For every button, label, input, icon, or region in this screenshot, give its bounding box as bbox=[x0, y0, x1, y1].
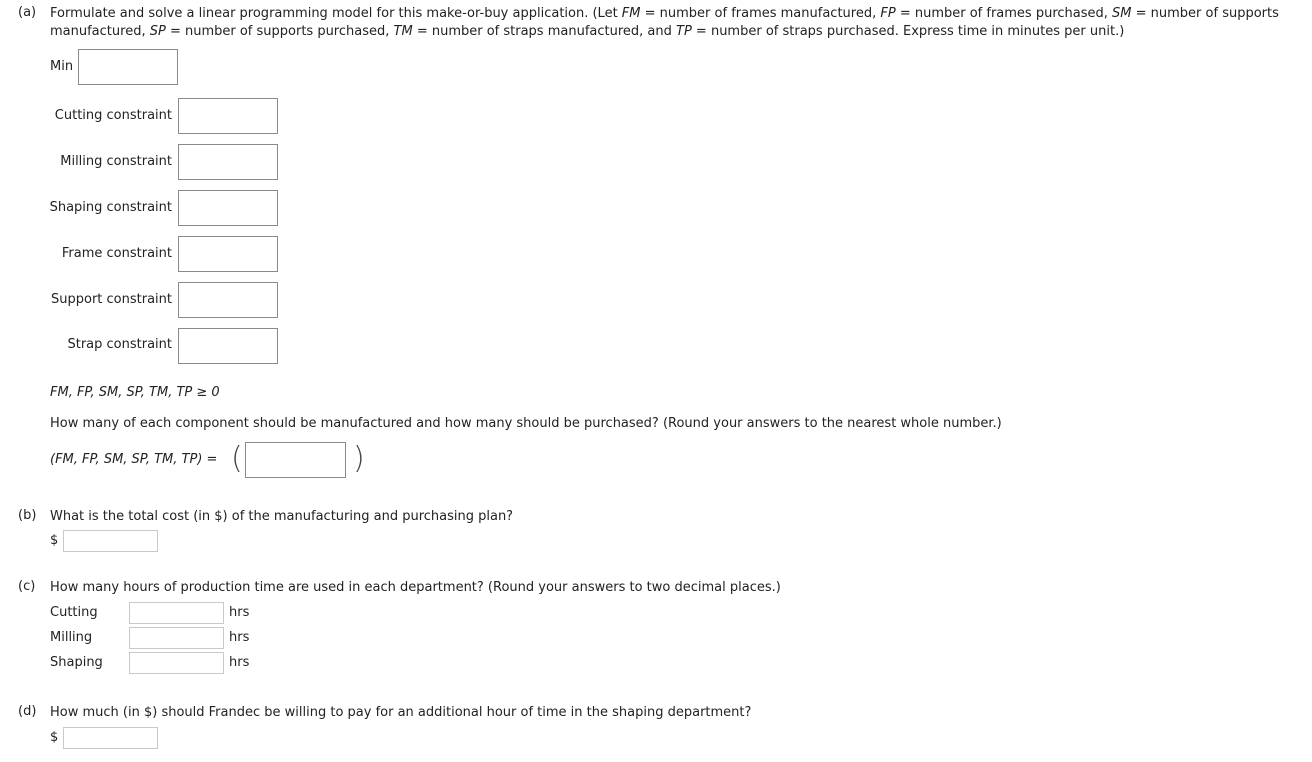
cutting-constraint-input[interactable] bbox=[178, 98, 278, 134]
part-b-currency: $ bbox=[50, 533, 59, 548]
part-a-letter: (a) bbox=[18, 5, 37, 20]
cutting-hours-unit: hrs bbox=[229, 605, 250, 620]
tuple-input[interactable] bbox=[245, 442, 346, 478]
shaping-hours-label: Shaping bbox=[50, 655, 103, 670]
shaping-constraint-input[interactable] bbox=[178, 190, 278, 226]
milling-hours-unit: hrs bbox=[229, 630, 250, 645]
milling-constraint-label: Milling constraint bbox=[60, 154, 172, 169]
frame-constraint-input[interactable] bbox=[178, 236, 278, 272]
cutting-hours-label: Cutting bbox=[50, 605, 98, 620]
cutting-constraint-label: Cutting constraint bbox=[54, 108, 172, 123]
nonnegativity-text: FM, FP, SM, SP, TM, TP ≥ 0 bbox=[50, 385, 220, 400]
support-constraint-input[interactable] bbox=[178, 282, 278, 318]
part-d-currency: $ bbox=[50, 730, 59, 745]
close-paren: ) bbox=[353, 441, 365, 476]
part-a-question: How many of each component should be manufactured and how many should be purchased? (Round your answers to the nearest whole number.) bbox=[50, 416, 1002, 431]
shaping-hour-value-input[interactable] bbox=[63, 727, 158, 749]
objective-input[interactable] bbox=[78, 49, 178, 85]
total-cost-input[interactable] bbox=[63, 530, 158, 552]
part-a-intro-line1: Formulate and solve a linear programming model for this make-or-buy application. (Let FM = number of frames manufactured, FP = number of frames purchased, SM = number of supports bbox=[50, 6, 1279, 21]
milling-hours-input[interactable] bbox=[129, 627, 224, 649]
part-c-question: How many hours of production time are used in each department? (Round your answers to two decimal places.) bbox=[50, 580, 781, 595]
part-a-intro bbox=[50, 5, 1300, 41]
shaping-hours-unit: hrs bbox=[229, 655, 250, 670]
tuple-label: (FM, FP, SM, SP, TM, TP) = bbox=[50, 452, 218, 467]
min-label: Min bbox=[50, 59, 74, 74]
cutting-hours-input[interactable] bbox=[129, 602, 224, 624]
shaping-constraint-label: Shaping constraint bbox=[49, 200, 172, 215]
part-a-intro-line2: manufactured, SP = number of supports purchased, TM = number of straps manufactured, and TP = number of straps purchased. Express time in minutes per unit.) bbox=[50, 24, 1125, 39]
part-b-letter: (b) bbox=[18, 508, 37, 523]
milling-constraint-input[interactable] bbox=[178, 144, 278, 180]
shaping-hours-input[interactable] bbox=[129, 652, 224, 674]
part-d-letter: (d) bbox=[18, 704, 37, 719]
strap-constraint-label: Strap constraint bbox=[67, 337, 172, 352]
frame-constraint-label: Frame constraint bbox=[61, 246, 172, 261]
part-b-question: What is the total cost (in $) of the manufacturing and purchasing plan? bbox=[50, 509, 514, 524]
strap-constraint-input[interactable] bbox=[178, 328, 278, 364]
part-d-question: How much (in $) should Frandec be willing to pay for an additional hour of time in the shaping department? bbox=[50, 705, 752, 720]
open-paren: ( bbox=[231, 441, 243, 476]
milling-hours-label: Milling bbox=[50, 630, 93, 645]
support-constraint-label: Support constraint bbox=[51, 292, 172, 307]
part-c-letter: (c) bbox=[18, 579, 36, 594]
